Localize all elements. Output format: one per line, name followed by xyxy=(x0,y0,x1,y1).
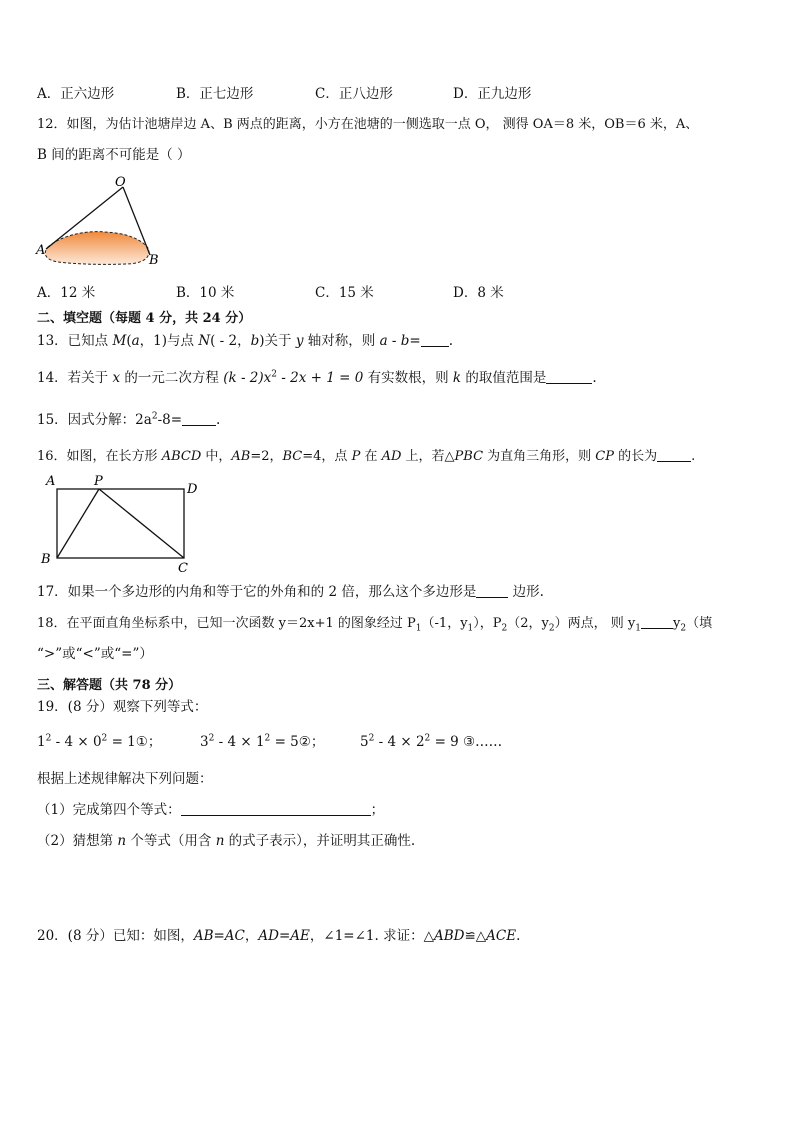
question-14: 14．若关于 x 的一元二次方程 $(k - 2)x^2 - 2x + 1 = 0$ 有实数根，则 k 的取值范围是 . xyxy=(37,369,597,386)
option-c: C．正八边形 xyxy=(315,86,393,102)
label-d: D xyxy=(187,482,198,497)
q19-sub1: （1）完成第四个等式： ； xyxy=(37,802,385,818)
answer-blank-18 xyxy=(641,615,673,629)
section-heading-fill-blank: 二、填空题（每题 4 分，共 24 分） xyxy=(37,311,252,326)
answer-blank-19-1 xyxy=(181,802,371,816)
rectangle-abcd xyxy=(57,489,184,558)
q19-equation-2: $3^2 - 4 \times 1^2$ = 5②； xyxy=(200,733,325,750)
question-16: 16．如图，在长方形 ABCD 中，AB=2，BC=4，点 P 在 AD 上，若△PBC 为直角三角形，则 CP 的长为 . xyxy=(37,449,696,464)
q19-title: 19．(8 分）观察下列等式： xyxy=(37,699,208,715)
answer-blank-14 xyxy=(546,370,592,384)
option-b: B．正七边形 xyxy=(176,86,254,102)
question-13: 13．已知点 M(a，1)与点 N( - 2，b)关于 y 轴对称，则 a - b= . xyxy=(37,333,454,349)
q19-equation-3: $5^2 - 4 \times 2^2 = 9$ ③…… xyxy=(360,733,503,750)
answer-blank-15 xyxy=(182,412,216,426)
segment-pb xyxy=(57,489,99,558)
rectangle-figure xyxy=(36,470,206,575)
answer-blank-17 xyxy=(476,584,508,598)
question-15: 15．因式分解：$2a^2-8=$ . xyxy=(37,411,221,428)
option-a: A．正六边形 xyxy=(37,86,115,102)
label-a: A xyxy=(36,243,46,258)
q12-line1: 12．如图，为估计池塘岸边 A、B 两点的距离，小方在池塘的一侧选取一点 O， 测得 OA＝8 米，OB＝6 米，A、 xyxy=(37,117,699,132)
option-d: D．正九边形 xyxy=(453,86,532,102)
q12-line2: B 间的距离不可能是（ ） xyxy=(37,147,191,163)
q12-option-b: B．10 米 xyxy=(176,285,235,301)
question-20: 20．(8 分）已知：如图，AB=AC，AD=AE，∠1=∠1. 求证：△ABD≌△ACE. xyxy=(37,928,521,944)
label-a: A xyxy=(46,474,56,489)
label-o: O xyxy=(115,175,126,190)
answer-blank-13 xyxy=(421,333,449,347)
segment-pc xyxy=(99,489,184,558)
question-17: 17．如果一个多边形的内角和等于它的外角和的 2 倍，那么这个多边形是 边形. xyxy=(37,584,544,600)
question-18-line2: “>”或“<”或“=”） xyxy=(37,646,153,662)
section-heading-solutions: 三、解答题（共 78 分） xyxy=(37,678,182,693)
label-b: B xyxy=(149,253,159,268)
question-18-line1: 18．在平面直角坐标系中，已知一次函数 y＝2x+1 的图象经过 $P_1(-1$，$y_1$），$P_2(2$，$y_2$）两点， 则 $y_1$ $y_2$（填 xyxy=(37,616,713,634)
label-c: C xyxy=(178,561,188,575)
q19-equation-1: $1^2 - 4 \times 0^2$ = 1①； xyxy=(37,733,162,750)
q12-option-d: D．8 米 xyxy=(453,285,504,301)
q19-intro: 根据上述规律解决下列问题： xyxy=(37,771,213,787)
q19-sub2: （2）猜想第 n 个等式（用含 n 的式子表示），并证明其正确性. xyxy=(37,833,416,849)
q12-option-c: C．15 米 xyxy=(315,285,374,301)
label-p: P xyxy=(94,474,103,489)
label-b: B xyxy=(41,552,51,567)
answer-blank-16 xyxy=(657,448,691,462)
pond-figure xyxy=(30,172,170,270)
q12-option-a: A．12 米 xyxy=(37,285,96,301)
